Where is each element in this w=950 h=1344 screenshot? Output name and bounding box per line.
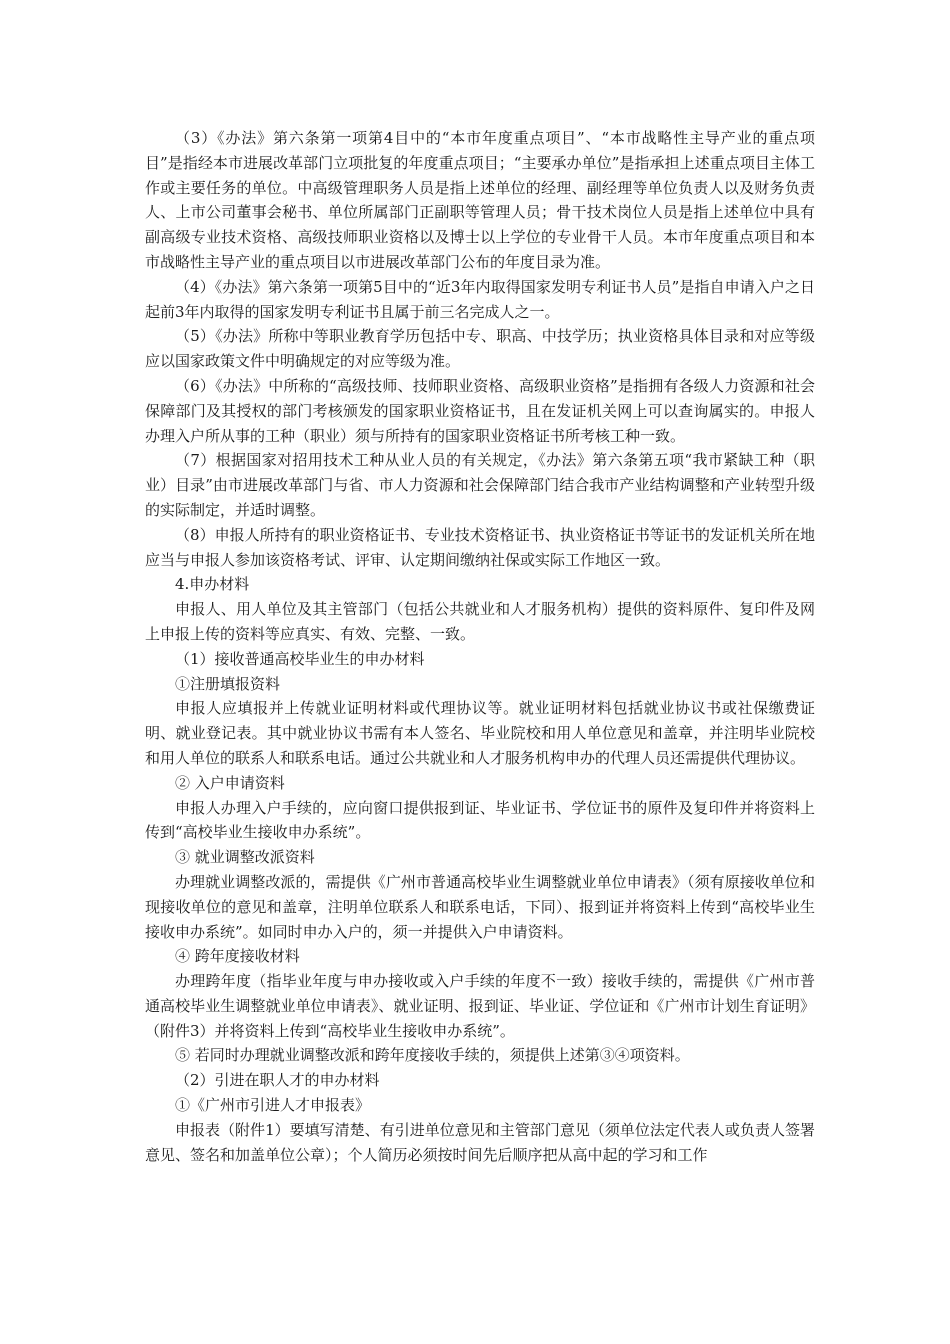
- item-household-application: ② 入户申请资料: [175, 773, 285, 792]
- cross-year-text: 办理跨年度（指毕业年度与申办接收或入户手续的年度不一致）接收手续的，需提供《广州市普通高校毕业生调整就业单位申请表》、就业证明、报到证、毕业证、学位证和《广州市计划生育证明》（附件3）并将资料上传到“高校毕业生接收申办系统”。: [145, 972, 815, 1040]
- item-combined: ⑤ 若同时办理就业调整改派和跨年度接收手续的，须提供上述第③④项资料。: [175, 1046, 690, 1065]
- registration-text: 申报人应填报并上传就业证明材料或代理协议等。就业证明材料包括就业协议书或社保缴费证明、就业登记表。其中就业协议书需有本人签名、毕业院校和用人单位意见和盖章，并注明毕业院校和用人单位的联系人和联系电话。通过公共就业和人才服务机构申办的代理人员还需提供代理协议。: [145, 699, 815, 767]
- paragraph-5: （5）《办法》所称中等职业教育学历包括中专、职高、中技学历；执业资格具体目录和对应等级应以国家政策文件中明确规定的对应等级为准。: [145, 327, 815, 371]
- section-heading-materials: 4.申办材料: [175, 575, 250, 594]
- paragraph-4: （4）《办法》第六条第一项第5目中的“近3年内取得国家发明专利证书人员”是指自申请入户之日起前3年内取得的国家发明专利证书且属于前三名完成人之一。: [145, 277, 815, 321]
- household-application-text: 申报人办理入户手续的，应向窗口提供报到证、毕业证书、学位证书的原件及复印件并将资料上传到“高校毕业生接收申办系统”。: [145, 798, 815, 842]
- materials-intro: 申报人、用人单位及其主管部门（包括公共就业和人才服务机构）提供的资料原件、复印件及网上申报上传的资料等应真实、有效、完整、一致。: [145, 600, 815, 643]
- document-body: [145, 126, 815, 1167]
- subheading-graduates: （1）接收普通高校毕业生的申办材料: [175, 649, 425, 668]
- reassignment-text: 办理就业调整改派的，需提供《广州市普通高校毕业生调整就业单位申请表》（须有原接收单位和现接收单位的意见和盖章，注明单位联系人和联系电话，下同）、报到证并将资料上传到“高校毕业生接收申办系统”。如同时申办入户的，须一并提供入户申请资料。: [145, 872, 815, 941]
- subheading-in-service-talent: （2）引进在职人才的申办材料: [175, 1071, 380, 1090]
- paragraph-6: （6）《办法》中所称的“高级技师、技师职业资格、高级职业资格”是指拥有各级人力资源和社会保障部门及其授权的部门考核颁发的国家职业资格证书，且在发证机关网上可以查询属实的。申报人办理入户所从事的工种（职业）须与所持有的国家职业资格证书所考核工种一致。: [145, 376, 815, 445]
- paragraph-7: （7）根据国家对招用技术工种从业人员的有关规定，《办法》第六条第五项“我市紧缺工种（职业）目录”由市进展改革部门与省、市人力资源和社会保障部门结合我市产业结构调整和产业转型升级的实际制定，并适时调整。: [145, 451, 815, 519]
- item-talent-form: ①《广州市引进人才申报表》: [175, 1096, 371, 1115]
- item-reassignment: ③ 就业调整改派资料: [175, 848, 315, 867]
- paragraph-3: （3）《办法》第六条第一项第4目中的“本市年度重点项目”、“本市战略性主导产业的重点项目”是指经本市进展改革部门立项批复的年度重点项目；“主要承办单位”是指承担上述重点项目主体工作或主要任务的单位。中高级管理职务人员是指上述单位的经理、副经理等单位负责人以及财务负责人、上市公司董事会秘书、单位所属部门正副职等管理人员；骨干技术岗位人员是指上述单位中具有副高级专业技术资格、高级技师职业资格以及博士以上学位的专业骨干人员。本市年度重点项目和本市战略性主导产业的重点项目以市进展改革部门公布的年度目录为准。: [145, 129, 815, 271]
- talent-form-text: 申报表（附件1）要填写清楚、有引进单位意见和主管部门意见（须单位法定代表人或负责人签署意见、签名和加盖单位公章）；个人简历必须按时间先后顺序把从高中起的学习和工作: [145, 1120, 815, 1164]
- paragraph-8: （8）申报人所持有的职业资格证书、专业技术资格证书、执业资格证书等证书的发证机关所在地应当与申报人参加该资格考试、评审、认定期间缴纳社保或实际工作地区一致。: [145, 525, 815, 569]
- item-cross-year: ④ 跨年度接收材料: [175, 947, 300, 966]
- item-registration: ①注册填报资料: [175, 674, 281, 693]
